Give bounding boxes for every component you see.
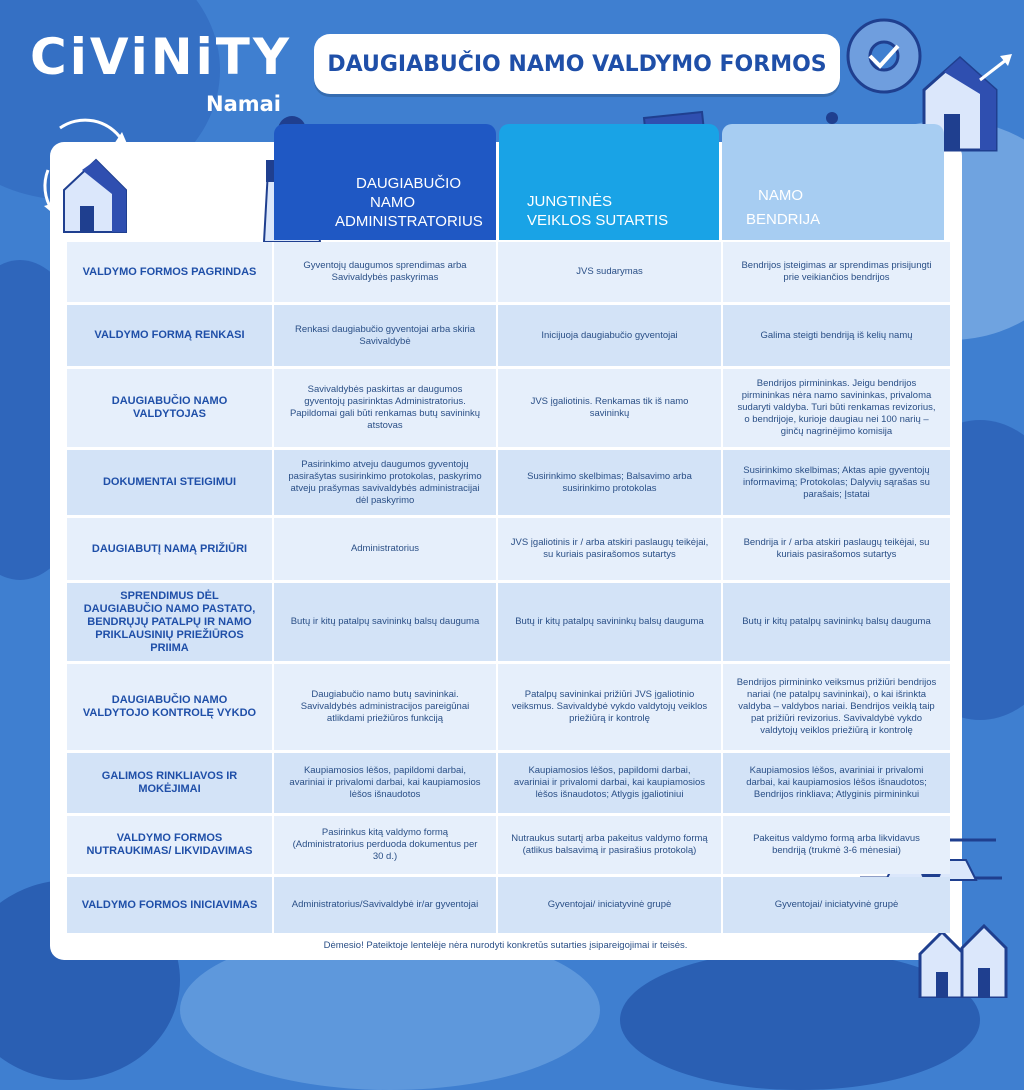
row-label: VALDYMO FORMĄ RENKASI: [67, 305, 272, 366]
cell-administratorius: Savivaldybės paskirtas ar daugumos gyventojų pasirinktas Administratorius. Papildomai gali būti renkamas butų savininkų atstovas: [274, 369, 496, 447]
header-line: DAUGIABUČIO: [356, 175, 462, 192]
logo-subtitle: Namai: [206, 92, 281, 116]
header-line: NAMO: [370, 194, 415, 211]
cell-jvs: Gyventojai/ iniciatyvinė grupė: [498, 877, 721, 933]
row-label: SPRENDIMUS DĖL DAUGIABUČIO NAMO PASTATO, BENDRŲJŲ PATALPŲ IR NAMO PRIKLAUSINIŲ PRIEŽIŪROS PRIIMA: [67, 583, 272, 661]
house-arrows-icon: [30, 110, 140, 240]
cell-administratorius: Daugiabučio namo butų savininkai. Savivaldybės administracijos pareigūnai atlikdami priežiūros funkciją: [274, 664, 496, 750]
cell-bendrija: Bendrija ir / arba atskiri paslaugų teikėjai, su kuriais pasirašomos sutartys: [723, 518, 950, 580]
cell-bendrija: Bendrijos pirmininkas. Jeigu bendrijos pirmininkas nėra namo savininkas, privaloma sudaryti valdyba. Turi būti renkamas revizorius, o bendrijoje, kurioje daugiau nei 100 narių – ginčų nagrinėjimo komisija: [723, 369, 950, 447]
cell-bendrija: Susirinkimo skelbimas; Aktas apie gyventojų informavimą; Protokolas; Dalyvių sąrašas su parašais; Įstatai: [723, 450, 950, 515]
cell-jvs: Butų ir kitų patalpų savininkų balsų dauguma: [498, 583, 721, 661]
cell-bendrija: Butų ir kitų patalpų savininkų balsų dauguma: [723, 583, 950, 661]
row-label: VALDYMO FORMOS PAGRINDAS: [67, 242, 272, 302]
cell-bendrija: Bendrijos įsteigimas ar sprendimas prisijungti prie veikiančios bendrijos: [723, 242, 950, 302]
cell-administratorius: Administratorius: [274, 518, 496, 580]
row-label: VALDYMO FORMOS INICIAVIMAS: [67, 877, 272, 933]
cell-administratorius: Kaupiamosios lėšos, papildomi darbai, avariniai ir privalomi darbai, kai kaupiamosios lėšos išnaudotos: [274, 753, 496, 813]
row-label: DAUGIABUČIO NAMO VALDYTOJAS: [67, 369, 272, 447]
cell-administratorius: Butų ir kitų patalpų savininkų balsų dauguma: [274, 583, 496, 661]
table-row: [67, 664, 944, 750]
header-line: JUNGTINĖS: [527, 193, 613, 210]
table-row: [67, 369, 944, 447]
table-row: [67, 816, 944, 874]
header-line: VEIKLOS SUTARTIS: [527, 212, 669, 229]
table-row: [67, 583, 944, 661]
cell-administratorius: Gyventojų daugumos sprendimas arba Savivaldybės paskyrimas: [274, 242, 496, 302]
cell-jvs: Patalpų savininkai prižiūri JVS įgaliotinio veiksmus. Savivaldybė vykdo valdytojų veiklos priežiūrą ir kontrolę: [498, 664, 721, 750]
header-line: ADMINISTRATORIUS: [335, 213, 483, 230]
cell-bendrija: Kaupiamosios lėšos, avariniai ir privalomi darbai, kai kaupiamosios lėšos išnaudotos; Bendrijos rinkliava; Atlyginis pirmininkui: [723, 753, 950, 813]
cell-jvs: Nutraukus sutartį arba pakeitus valdymo formą (atlikus balsavimą ir pasirašius protokolą): [498, 816, 721, 874]
header-line: NAMO: [758, 187, 803, 204]
header-administratorius: [274, 124, 496, 240]
civinity-logo: CiViNiTY: [30, 28, 293, 86]
page-title: DAUGIABUČIO NAMO VALDYMO FORMOS: [327, 51, 827, 77]
cell-administratorius: Renkasi daugiabučio gyventojai arba skiria Savivaldybė: [274, 305, 496, 366]
row-label: GALIMOS RINKLIAVOS IR MOKĖJIMAI: [67, 753, 272, 813]
table-row: [67, 242, 944, 302]
header-line: BENDRIJA: [746, 211, 821, 228]
cell-bendrija: Bendrijos pirmininko veiksmus prižiūri bendrijos nariai (ne patalpų savininkai), o kai išrinkta valdyba – valdybos nariai. Bendrijos veiklą taip pat prižiūri revizorius. Savivaldybė vykdo valdytojų veiklos priežiūrą ir kontrolę: [723, 664, 950, 750]
row-label: DAUGIABUČIO NAMO VALDYTOJO KONTROLĘ VYKDO: [67, 664, 272, 750]
cell-jvs: Susirinkimo skelbimas; Balsavimo arba susirinkimo protokolas: [498, 450, 721, 515]
header-namo-bendrija: [722, 124, 944, 240]
row-label: VALDYMO FORMOS NUTRAUKIMAS/ LIKVIDAVIMAS: [67, 816, 272, 874]
cell-jvs: JVS įgaliotinis ir / arba atskiri paslaugų teikėjai, su kuriais pasirašomos sutartys: [498, 518, 721, 580]
table-row: [67, 518, 944, 580]
table-row: [67, 450, 944, 515]
table-row: [67, 877, 944, 933]
title-banner: [314, 34, 840, 94]
table-row: [67, 305, 944, 366]
table-row: [67, 753, 944, 813]
cell-jvs: Kaupiamosios lėšos, papildomi darbai, avariniai ir privalomi darbai, kai kaupiamosios lėšos išnaudotos; Atlygis įgaliotiniui: [498, 753, 721, 813]
cell-administratorius: Pasirinkus kitą valdymo formą (Administratorius perduoda dokumentus per 30 d.): [274, 816, 496, 874]
footnote: Dėmesio! Pateiktoje lentelėje nėra nurodyti konkretūs sutarties įsipareigojimai ir teisės.: [323, 940, 688, 951]
row-label: DAUGIABUTĮ NAMĄ PRIŽIŪRI: [67, 518, 272, 580]
cell-jvs: JVS įgaliotinis. Renkamas tik iš namo savininkų: [498, 369, 721, 447]
header-jungtines-veiklos-sutartis: [499, 124, 719, 240]
cell-jvs: JVS sudarymas: [498, 242, 721, 302]
cell-bendrija: Pakeitus valdymo formą arba likvidavus bendriją (trukmė 3-6 mėnesiai): [723, 816, 950, 874]
row-label: DOKUMENTAI STEIGIMUI: [67, 450, 272, 515]
cell-administratorius: Administratorius/Savivaldybė ir/ar gyventojai: [274, 877, 496, 933]
cell-bendrija: Galima steigti bendriją iš kelių namų: [723, 305, 950, 366]
cell-administratorius: Pasirinkimo atveju daugumos gyventojų pasirašytas susirinkimo protokolas, paskyrimo atveju prašymas savivaldybės administracijai dėl paskyrimo: [274, 450, 496, 515]
cell-bendrija: Gyventojai/ iniciatyvinė grupė: [723, 877, 950, 933]
cell-jvs: Inicijuoja daugiabučio gyventojai: [498, 305, 721, 366]
